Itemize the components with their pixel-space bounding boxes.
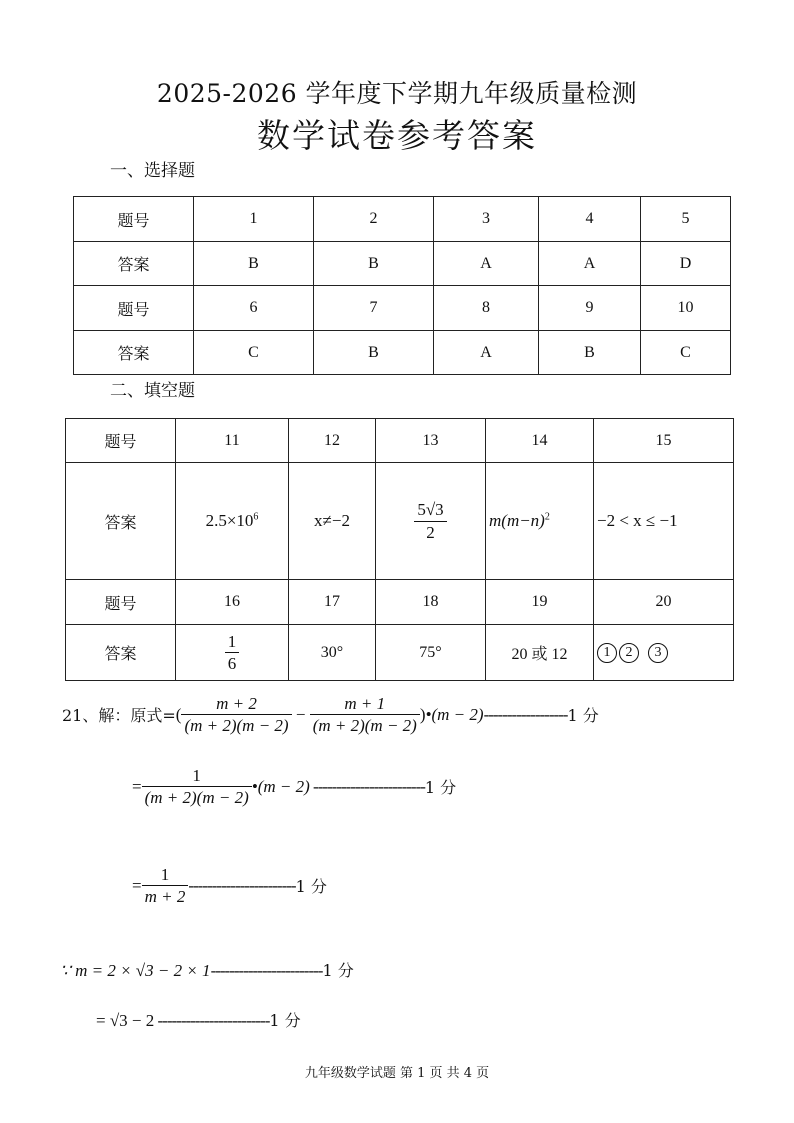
- answer-14: $m(m-n)^2$: [486, 463, 594, 580]
- row-label-answer: 答案: [74, 331, 194, 375]
- q21-line3: = $\frac{1}{m + 2}$ ----------------------- 1 分: [132, 865, 327, 907]
- question-number: 15: [594, 419, 734, 463]
- question-number: 8: [434, 286, 539, 331]
- section-fill-label: 二、填空题: [110, 381, 195, 401]
- question-number: 17: [289, 580, 376, 625]
- fraction: $\frac{5√3}{2}$: [414, 499, 446, 543]
- question-number: 5: [641, 197, 731, 242]
- table-row: [66, 625, 734, 681]
- question-number: 2: [314, 197, 434, 242]
- row-label-question: 题号: [66, 419, 176, 463]
- question-number: 11: [176, 419, 289, 463]
- q21-line1: 21、解：原式= ( $\frac{m + 2}{(m + 2)(m - 2)}$ − $\frac{m + 1}{(m + 2)(m - 2)}$ ) •(m − 2) ------------------ 1 分: [62, 694, 599, 736]
- answer-cell: C: [641, 331, 731, 375]
- question-number: 13: [376, 419, 486, 463]
- question-number: 1: [194, 197, 314, 242]
- fill-answer-table: [65, 418, 734, 681]
- question-number: 16: [176, 580, 289, 625]
- question-number: 19: [486, 580, 594, 625]
- answer-17: 30°: [289, 625, 376, 681]
- q21-line4: ∵ m = 2 × √3 − 2 × 1------------------------1 分: [60, 961, 354, 980]
- answer-cell: A: [434, 331, 539, 375]
- answer-18: 75°: [376, 625, 486, 681]
- row-label-answer: 答案: [74, 242, 194, 286]
- answer-cell: B: [194, 242, 314, 286]
- answer-13: [376, 463, 486, 580]
- answer-11: $2.5\times 10^6$: [176, 463, 289, 580]
- exam-subtitle: 数学试卷参考答案: [257, 116, 537, 155]
- row-label-question: 题号: [66, 580, 176, 625]
- answer-19: 20 或 12: [486, 625, 594, 681]
- question-number: 7: [314, 286, 434, 331]
- table-row: [66, 419, 734, 463]
- question-number: 10: [641, 286, 731, 331]
- question-number: 3: [434, 197, 539, 242]
- fraction: $\frac{1}{(m + 2)(m - 2)}$: [142, 765, 252, 809]
- page-footer: 九年级数学试题 第 1 页 共 4 页: [304, 1066, 490, 1081]
- answer-16: [176, 625, 289, 681]
- answer-cell: D: [641, 242, 731, 286]
- answer-cell: B: [314, 331, 434, 375]
- fraction: $\frac{m + 1}{(m + 2)(m - 2)}$: [310, 693, 420, 737]
- fraction: $\frac{1}{m + 2}$: [142, 864, 189, 908]
- answer-cell: A: [434, 242, 539, 286]
- question-number: 20: [594, 580, 734, 625]
- section-choice-label: 一、选择题: [110, 161, 195, 181]
- table-row: [74, 286, 731, 331]
- question-number: 18: [376, 580, 486, 625]
- choice-answer-table: [73, 196, 731, 375]
- fraction: $\frac{1}{6}$: [225, 631, 240, 675]
- answer-cell: B: [314, 242, 434, 286]
- row-label-question: 题号: [74, 286, 194, 331]
- question-number: 9: [539, 286, 641, 331]
- fraction: $\frac{m + 2}{(m + 2)(m - 2)}$: [181, 693, 291, 737]
- table-row: [74, 197, 731, 242]
- answer-cell: B: [539, 331, 641, 375]
- answer-cell: C: [194, 331, 314, 375]
- question-number: 4: [539, 197, 641, 242]
- q21-line2: = $\frac{1}{(m + 2)(m - 2)}$ •(m − 2) ------------------------ 1 分: [132, 766, 457, 808]
- answer-cell: A: [539, 242, 641, 286]
- question-number: 14: [486, 419, 594, 463]
- table-row: [74, 242, 731, 286]
- answer-12: x≠−2: [289, 463, 376, 580]
- answer-15: −2 < x ≤ −1: [594, 463, 734, 580]
- table-row: [66, 463, 734, 580]
- row-label-question: 题号: [74, 197, 194, 242]
- question-number: 12: [289, 419, 376, 463]
- answer-20: 1 2 3: [594, 625, 734, 681]
- q21-line5: = √3 − 2 ------------------------1 分: [96, 1011, 301, 1030]
- row-label-answer: 答案: [66, 625, 176, 681]
- exam-title: 2025-2026 学年度下学期九年级质量检测: [156, 79, 638, 108]
- table-row: [66, 580, 734, 625]
- question-number: 6: [194, 286, 314, 331]
- row-label-answer: 答案: [66, 463, 176, 580]
- table-row: [74, 331, 731, 375]
